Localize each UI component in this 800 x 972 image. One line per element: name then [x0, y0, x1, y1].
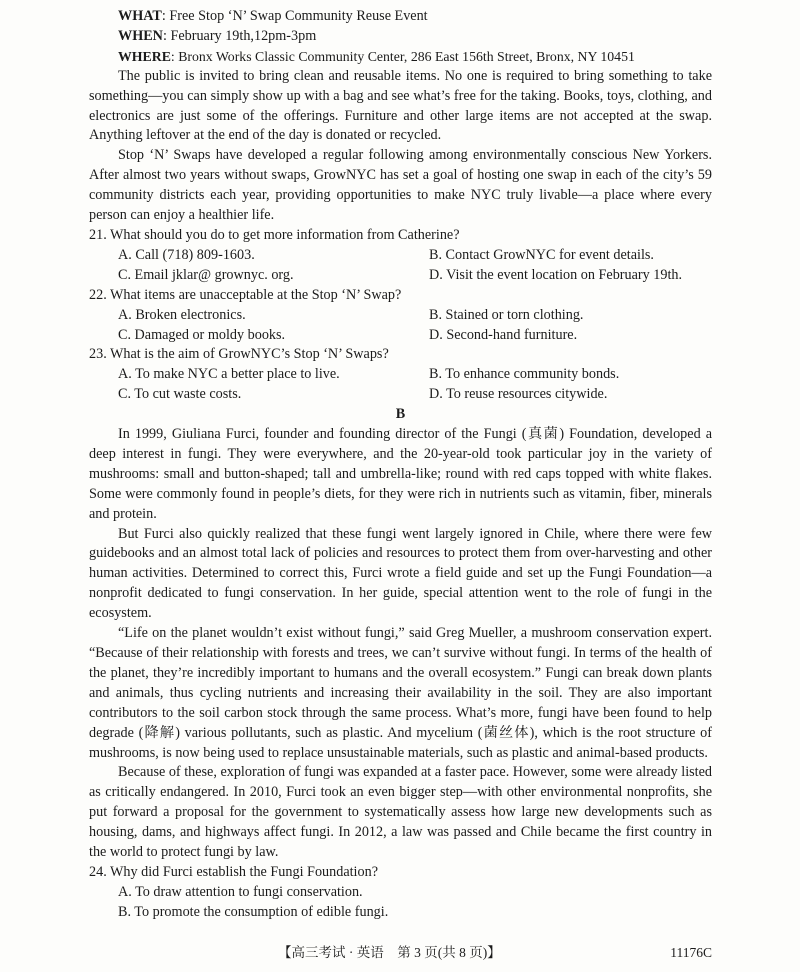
section-heading-b: B	[395, 406, 406, 423]
option-b: B. To promote the consumption of edible fungi.	[118, 903, 389, 920]
option-d: D. To reuse resources citywide.	[429, 386, 608, 403]
option-c: C. Damaged or moldy books.	[118, 326, 286, 343]
option-b: B. To enhance community bonds.	[429, 366, 620, 383]
option-d: D. Second-hand furniture.	[429, 326, 578, 343]
when-label: WHEN	[118, 27, 163, 44]
passage-b-paragraph-1: In 1999, Giuliana Furci, founder and founding director of the Fungi (真菌) Foundation, developed a deep interest in fungi. They were everywhere, and the 20-year-old took particular joy in the variety of mushrooms: small and button-shaped; tall and umbrella-like; round with red caps topped with white flakes. Some were commonly found in people’s diets, for they were rich in nutrients such as vitamin, fiber, minerals and protein.	[89, 426, 712, 522]
option-d: D. Visit the event location on February 19th.	[429, 266, 683, 283]
question-stem: 24. Why did Furci establish the Fungi Foundation?	[89, 863, 378, 880]
question-21	[89, 226, 712, 286]
question-22	[89, 286, 712, 346]
when-line: WHEN: February 19th,12pm-3pm	[118, 27, 317, 44]
question-stem: 22. What items are unacceptable at the Stop ‘N’ Swap?	[89, 286, 402, 303]
option-a: A. Call (718) 809-1603.	[118, 246, 255, 263]
question-stem: 23. What is the aim of GrowNYC’s Stop ‘N’ Swaps?	[89, 346, 389, 363]
when-value: February 19th,12pm-3pm	[170, 27, 317, 44]
where-value: Bronx Works Classic Community Center, 286 East 156th Street, Bronx, NY 10451	[178, 48, 635, 64]
passage-a-paragraph-2: Stop ‘N’ Swaps have developed a regular following among environmentally conscious New Yorkers. After almost two years without swaps, GrowNYC has set a goal of hosting one swap in each of the city’s 59 community districts each year, providing opportunities to make NYC truly livable—a place where every person can enjoy a healthier life.	[89, 147, 712, 224]
question-23	[89, 345, 712, 405]
question-24	[89, 863, 712, 923]
option-b: B. Stained or torn clothing.	[429, 306, 584, 323]
where-line: WHERE: Bronx Works Classic Community Center, 286 East 156th Street, Bronx, NY 10451	[118, 48, 635, 64]
passage-b-paragraph-3: “Life on the planet wouldn’t exist without fungi,” said Greg Mueller, a mushroom conservation expert. “Because of their relationship with forests and trees, we can’t survive without fungi. In terms of the health of the planet, they’re incredibly important to humans and the overall ecosystem.” Fungi can break down plants and animals, thus cycling nutrients and increasing their availability in the soil. They are also important contributors to the soil carbon stock through the same process. What’s more, fungi have been found to help degrade (降解) various pollutants, such as plastic. And mycelium (菌丝体), which is the root structure of mushrooms, is now being used to replace unsustainable materials, such as plastic and animal-based products.	[89, 625, 712, 761]
option-b: B. Contact GrowNYC for event details.	[429, 246, 654, 263]
question-options	[118, 246, 712, 286]
option-c: C. Email jklar@ grownyc. org.	[118, 266, 294, 283]
passage-b-paragraph-2: But Furci also quickly realized that these fungi went largely ignored in Chile, where there were few guidebooks and an almost total lack of policies and resources to protect them from over-harvesting and other human activities. Determined to correct this, Furci wrote a field guide and set up the Fungi Foundation—a nonprofit dedicated to fungi conservation. In her guide, special attention went to the role of fungi in the ecosystem.	[89, 525, 712, 622]
footer-page-info: 【高三考试 · 英语 第 3 页(共 8 页)】	[278, 945, 501, 960]
what-line: WHAT: Free Stop ‘N’ Swap Community Reuse Event	[118, 8, 428, 24]
question-options	[118, 365, 712, 405]
passage-b-paragraph-4: Because of these, exploration of fungi was expanded at a faster pace. However, some were already listed as critically endangered. In 2010, Furci took an even bigger step—with other environmental nonprofits, she put forward a proposal for the government to systematically assess how large new developments such as housing, dams, and highways affect fungi. In 2012, a law was passed and Chile became the first country in the world to protect fungi by law.	[89, 764, 712, 861]
footer-exam-code: 11176C	[670, 945, 712, 960]
question-options	[118, 306, 712, 346]
what-value: Free Stop ‘N’ Swap Community Reuse Event	[169, 8, 428, 24]
passage-a-paragraph-1: The public is invited to bring clean and reusable items. No one is required to bring something to take something—you can simply show up with a bag and see what’s free for the taking. Books, toys, clothing, and electronics are just some of the offerings. Furniture and other large items are not accepted at the swap. Anything leftover at the end of the day is donated or recycled.	[89, 67, 712, 144]
where-label: WHERE	[118, 48, 171, 64]
option-a: A. To make NYC a better place to live.	[118, 366, 340, 383]
option-c: C. To cut waste costs.	[118, 386, 242, 403]
option-a: A. To draw attention to fungi conservation.	[118, 883, 363, 900]
question-stem: 21. What should you do to get more information from Catherine?	[89, 226, 460, 243]
what-label: WHAT	[118, 8, 162, 24]
option-a: A. Broken electronics.	[118, 306, 246, 323]
